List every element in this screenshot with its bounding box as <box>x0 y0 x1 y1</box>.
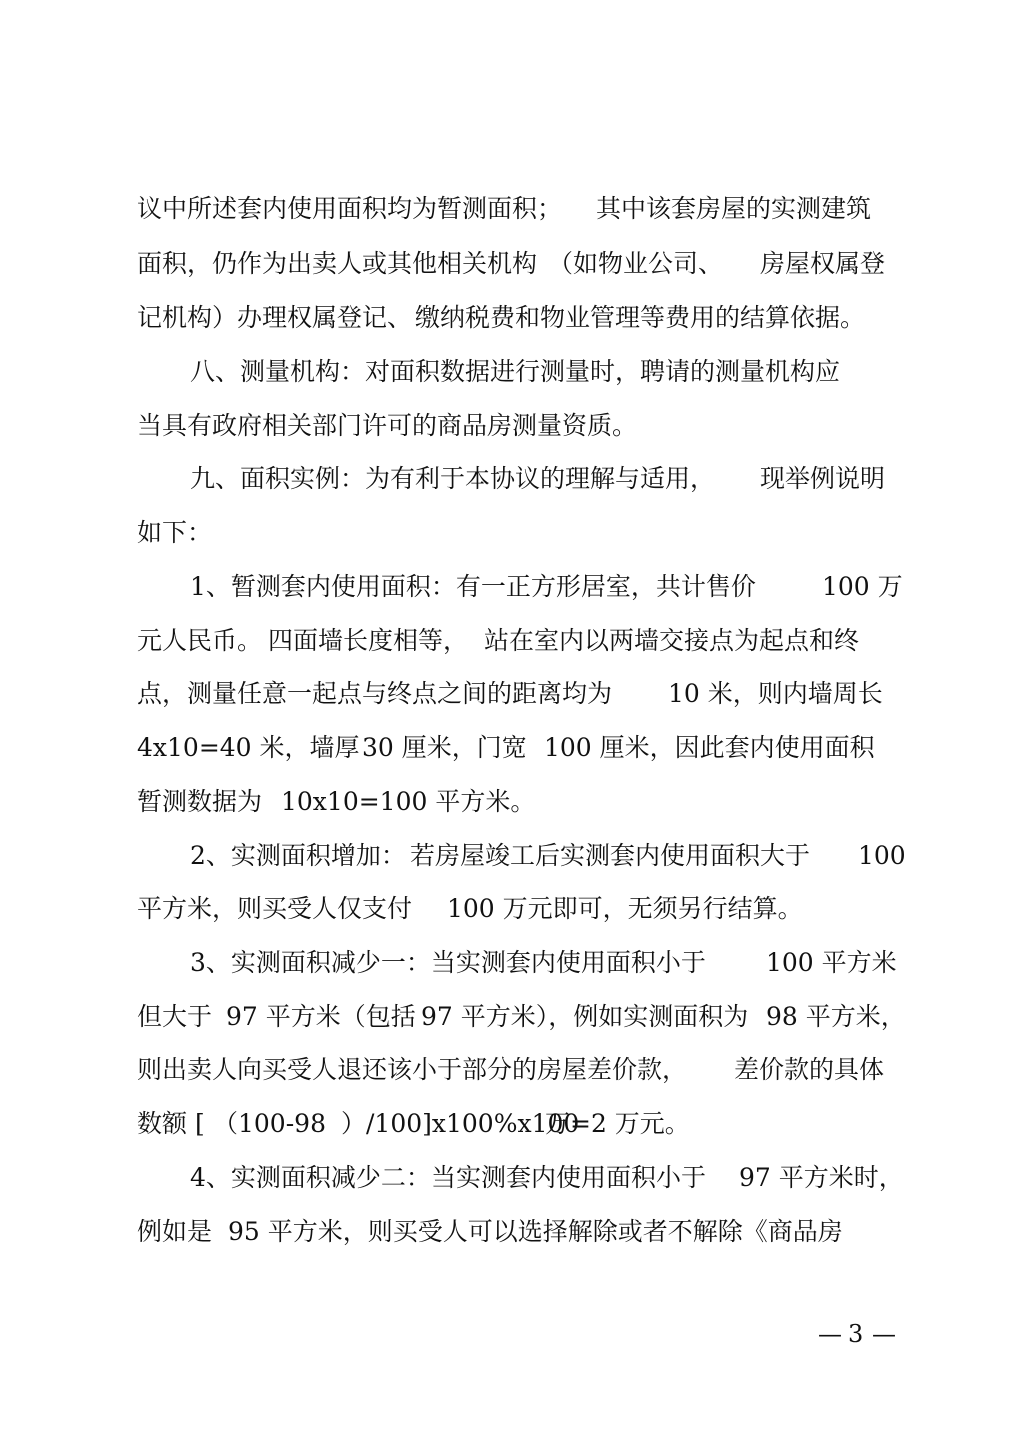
text-segment: 30 厘米，门宽 <box>362 733 527 762</box>
text-segment: 但大于 <box>137 1002 213 1031</box>
text-line <box>0 721 1024 775</box>
text-line <box>0 1151 1024 1205</box>
text-segment: 10 米，则内墙周长 <box>668 679 883 708</box>
text-segment: 缴纳税费和物业管理等费用的结算依据。 <box>415 303 866 332</box>
text-line <box>0 829 1024 883</box>
text-line <box>0 936 1024 990</box>
text-line <box>0 237 1024 291</box>
text-line <box>0 614 1024 668</box>
text-segment: ）/100]x100%x100 <box>341 1109 580 1138</box>
page-number-value: 3 <box>848 1320 864 1348</box>
text-segment: 例如是 <box>137 1217 213 1246</box>
text-segment: 站在室内以两墙交接点为起点和终 <box>484 626 860 655</box>
text-segment: （100-98 <box>213 1109 326 1138</box>
text-line <box>0 506 1024 560</box>
text-segment: 97 平方米），例如实测面积为 <box>421 1002 749 1031</box>
text-segment: 4x10=40 米，墙厚 <box>137 733 360 762</box>
text-segment: 暂测数据为 <box>137 787 263 816</box>
text-segment: 如下： <box>137 518 213 547</box>
text-segment: 面积，仍作为出卖人或其他相关机构 <box>137 249 538 278</box>
text-segment: 1、暂测套内使用面积：有一正方形居室，共计售价 <box>190 572 756 601</box>
text-segment: 点，测量任意一起点与终点之间的距离均为 <box>137 679 613 708</box>
text-segment: 房屋权属登 <box>760 249 886 278</box>
text-segment: 平方米，则买受人仅支付 <box>137 894 413 923</box>
text-segment: 95 平方米，则买受人可以选择解除或者不解除《商品房 <box>228 1217 843 1246</box>
text-line <box>0 882 1024 936</box>
text-line <box>0 990 1024 1044</box>
text-segment: 当具有政府相关部门许可的商品房测量资质。 <box>137 411 638 440</box>
text-segment: 3、实测面积减少一：当实测套内使用面积小于 <box>190 948 706 977</box>
text-segment: （如物业公司、 <box>548 249 724 278</box>
text-segment: 当实测套内使用面积小于 <box>431 1163 707 1192</box>
text-line <box>0 452 1024 506</box>
text-segment: 议中所述套内使用面积均为暂测面积； <box>137 194 563 223</box>
text-segment: 4、实测面积减少二： <box>190 1163 431 1192</box>
text-segment: 10x10=100 平方米。 <box>281 787 536 816</box>
text-segment: 八、测量机构：对面积数据进行测量时，聘请的测量机构应 <box>190 357 841 386</box>
text-line <box>0 345 1024 399</box>
text-segment: 九、面积实例：为有利于本协议的理解与适用， <box>190 464 716 493</box>
text-segment: 100 厘米，因此套内使用面积 <box>544 733 875 762</box>
text-segment: 98 平方米， <box>766 1002 906 1031</box>
text-segment: 其中该套房屋的实测建筑 <box>596 194 872 223</box>
page-number <box>818 1312 898 1356</box>
text-line <box>0 667 1024 721</box>
text-segment: 差价款的具体 <box>734 1055 885 1084</box>
text-segment: 100 <box>858 841 906 870</box>
text-segment: 2、实测面积增加： <box>190 841 406 870</box>
text-segment: 97 平方米（包括 <box>226 1002 416 1031</box>
text-line <box>0 291 1024 345</box>
text-segment: 97 平方米时， <box>739 1163 904 1192</box>
text-segment: 四面墙长度相等， <box>268 626 469 655</box>
page-number-dash-right: — <box>872 1320 896 1348</box>
text-segment: 元人民币。 <box>137 626 263 655</box>
text-segment: 100 万元即可，无须另行结算。 <box>447 894 803 923</box>
text-line <box>0 560 1024 614</box>
text-line <box>0 182 1024 236</box>
text-segment: 100 万 <box>822 572 903 601</box>
text-line <box>0 1205 1024 1259</box>
text-segment: 万=2 万元。 <box>545 1109 690 1138</box>
text-segment: 100 平方米 <box>766 948 897 977</box>
text-segment: 则出卖人向买受人退还该小于部分的房屋差价款， <box>137 1055 688 1084</box>
text-segment: 若房屋竣工后实测套内使用面积大于 <box>410 841 811 870</box>
text-segment: 现举例说明 <box>760 464 886 493</box>
page-number-dash-left: — <box>818 1320 842 1348</box>
text-segment: 记机构）办理权属登记、 <box>137 303 413 332</box>
text-segment: 数额 [ <box>137 1109 205 1138</box>
text-line <box>0 775 1024 829</box>
text-line <box>0 1097 1024 1151</box>
text-line <box>0 399 1024 453</box>
text-line <box>0 1043 1024 1097</box>
